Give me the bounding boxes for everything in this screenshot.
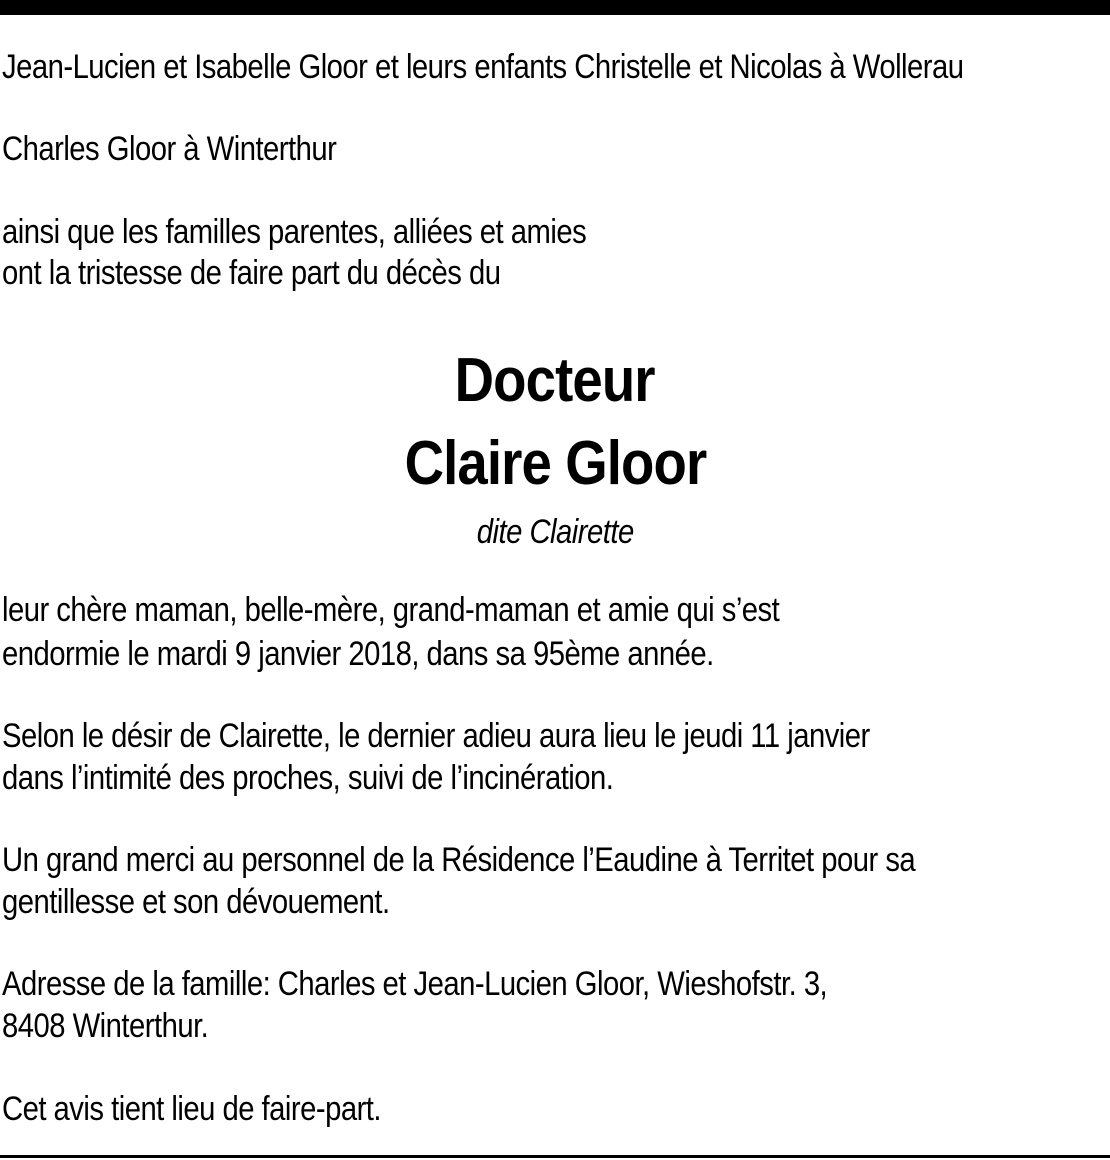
deceased-title: Docteur xyxy=(454,346,655,415)
top-rule xyxy=(0,0,1110,15)
bottom-rule xyxy=(0,1155,1110,1158)
paragraph-1-line-2: endormie le mardi 9 janvier 2018, dans sa 95ème année. xyxy=(2,635,714,673)
paragraph-3-line-2: gentillesse et son dévouement. xyxy=(2,883,390,921)
deceased-nickname: dite Clairette xyxy=(476,513,634,551)
family-line-4: ont la tristesse de faire part du décès du xyxy=(2,254,501,292)
paragraph-1-line-1: leur chère maman, belle-mère, grand-maman et amie qui s’est xyxy=(2,591,780,629)
paragraph-4-line-2: 8408 Winterthur. xyxy=(2,1007,209,1045)
family-line-3: ainsi que les familles parentes, alliées et amies xyxy=(2,213,587,251)
paragraph-5-line-1: Cet avis tient lieu de faire-part. xyxy=(2,1090,382,1128)
paragraph-2-line-1: Selon le désir de Clairette, le dernier adieu aura lieu le jeudi 11 janvier xyxy=(2,717,870,755)
paragraph-3-line-1: Un grand merci au personnel de la Résidence l’Eaudine à Territet pour sa xyxy=(2,841,916,879)
paragraph-4-line-1: Adresse de la famille: Charles et Jean-Lucien Gloor, Wieshofstr. 3, xyxy=(2,965,828,1003)
paragraph-2-line-2: dans l’intimité des proches, suivi de l’incinération. xyxy=(2,759,614,797)
family-line-2: Charles Gloor à Winterthur xyxy=(2,130,337,168)
family-line-1: Jean-Lucien et Isabelle Gloor et leurs enfants Christelle et Nicolas à Wollerau xyxy=(2,48,964,86)
deceased-name: Claire Gloor xyxy=(404,429,706,498)
